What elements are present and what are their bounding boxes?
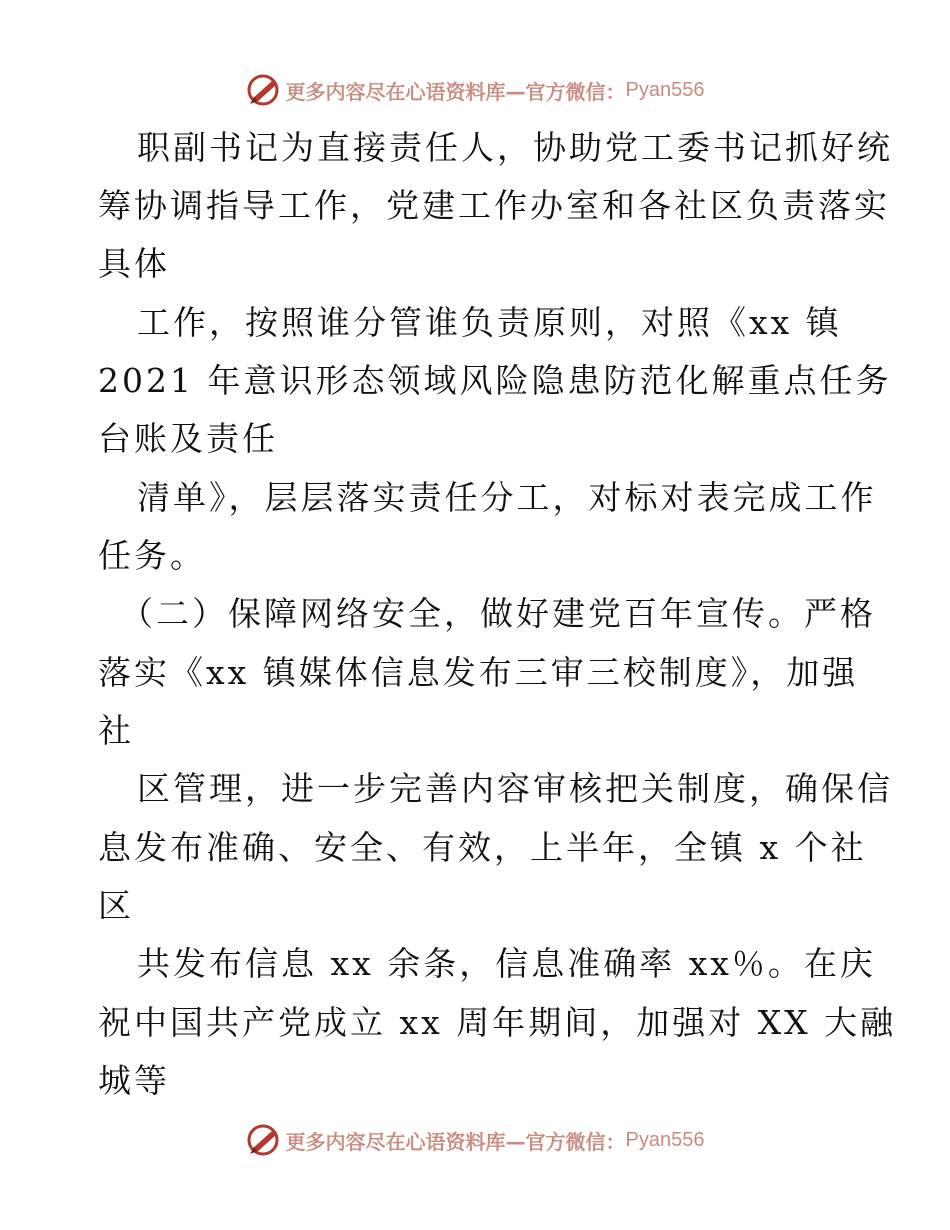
text-line: 区管理，进一步完善内容审核把关制度，确保信	[137, 769, 893, 808]
pen-logo-icon	[246, 1123, 282, 1157]
watermark-text: 更多内容尽在心语资料库—官方微信：	[285, 79, 626, 104]
watermark-text: 更多内容尽在心语资料库—官方微信：	[285, 1129, 626, 1154]
pen-logo-icon	[246, 73, 282, 107]
header-watermark	[0, 73, 950, 107]
text-line: 2021 年意识形态领域风险隐患防范化解重点任务	[98, 361, 892, 400]
watermark-wechat-id: Pyan556	[625, 78, 705, 101]
text-line: 区	[98, 886, 134, 925]
footer-watermark	[0, 1123, 950, 1157]
text-line: 筹协调指导工作，党建工作办室和各社区负责落实	[98, 186, 890, 225]
text-line: 清单》，层层落实责任分工，对标对表完成工作	[137, 478, 877, 517]
text-line: 任务。	[98, 536, 206, 575]
text-line: 落实《xx 镇媒体信息发布三审三校制度》，加强	[98, 653, 859, 692]
watermark-wechat-id: Pyan556	[625, 1128, 705, 1151]
text-line: 社	[98, 711, 134, 750]
text-line: 具体	[98, 244, 170, 283]
text-line: 共发布信息 xx 余条，信息准确率 xx％。在庆	[137, 944, 876, 983]
text-line: 祝中国共产党成立 xx 周年期间，加强对 XX 大融	[98, 1003, 897, 1042]
text-line: 工作，按照谁分管谁负责原则，对照《xx 镇	[137, 303, 842, 342]
text-line: （二）保障网络安全，做好建党百年宣传。严格	[120, 594, 876, 633]
text-line: 息发布准确、安全、有效，上半年，全镇 x 个社	[98, 828, 867, 867]
text-line: 台账及责任	[98, 419, 278, 458]
text-line: 城等	[98, 1061, 170, 1100]
text-line: 职副书记为直接责任人，协助党工委书记抓好统	[137, 128, 893, 167]
